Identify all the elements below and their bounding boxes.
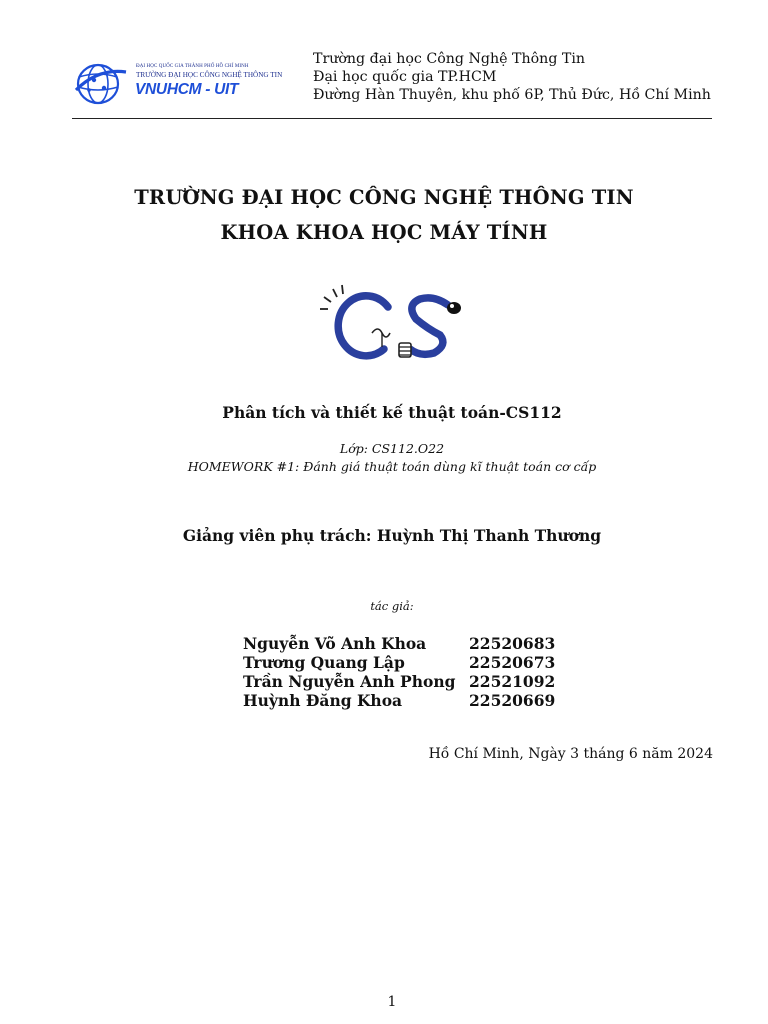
author-name: Trương Quang Lập [243, 653, 405, 672]
header-line-1: Trường đại học Công Nghệ Thông Tin [313, 51, 586, 67]
globe-icon [74, 60, 130, 106]
author-student-id: 22520683 [469, 634, 556, 653]
lecturer-line: Giảng viên phụ trách: Huỳnh Thị Thanh Thương [182, 526, 602, 545]
logo-brand-text: VNUHCM - UIT [135, 81, 239, 98]
header-address [313, 50, 711, 104]
author-name: Huỳnh Đăng Khoa [243, 691, 403, 710]
class-code: Lớp: CS112.O22 [339, 441, 445, 456]
faculty-title: KHOA KHOA HỌC MÁY TÍNH [220, 221, 548, 244]
header-line-3: Đường Hàn Thuyên, khu phố 6P, Thủ Đức, Hồ Chí Minh [313, 87, 711, 103]
header-line-2: Đại học quốc gia TP.HCM [313, 69, 497, 85]
university-title: TRƯỜNG ĐẠI HỌC CÔNG NGHỆ THÔNG TIN [134, 186, 634, 209]
authors-label: tác giả: [370, 599, 414, 613]
author-student-id: 22520673 [469, 653, 556, 672]
logo-university-line: ĐẠI HỌC QUỐC GIA THÀNH PHỐ HỒ CHÍ MINH [136, 64, 249, 69]
date-line: Hồ Chí Minh, Ngày 3 tháng 6 năm 2024 [428, 746, 713, 762]
header-divider [72, 118, 712, 119]
course-title: Phân tích và thiết kế thuật toán-CS112 [222, 403, 562, 422]
cs-lightbulb-logo-icon [316, 283, 466, 363]
author-student-id: 22520669 [469, 691, 556, 710]
author-name: Nguyễn Võ Anh Khoa [243, 634, 427, 653]
homework-title: HOMEWORK #1: Đánh giá thuật toán dùng kĩ thuật toán cơ cấp [187, 459, 597, 474]
logo-school-line: TRƯỜNG ĐẠI HỌC CÔNG NGHỆ THÔNG TIN [136, 71, 283, 79]
page-number: 1 [387, 994, 397, 1010]
author-student-id: 22521092 [469, 672, 556, 691]
uit-logo [74, 58, 296, 108]
author-name: Trần Nguyễn Anh Phong [243, 672, 456, 691]
